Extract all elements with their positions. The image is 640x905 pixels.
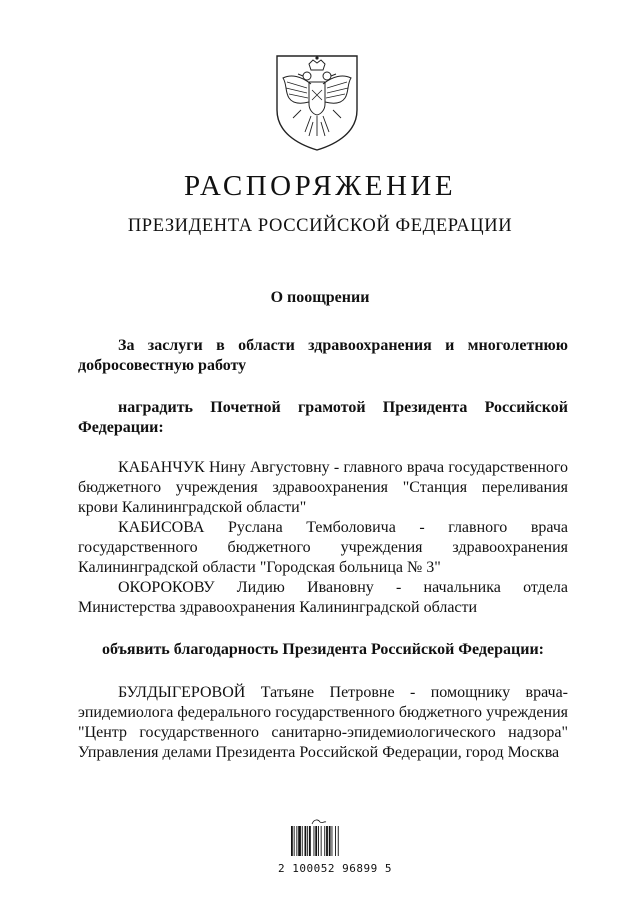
awardee-item: КАБАНЧУК Нину Августовну - главного врача государственного бюджетного учреждения здравоохранения "Станция переливания крови Калининградской области" — [78, 459, 568, 516]
russian-coat-of-arms-icon — [271, 52, 363, 152]
barcode-number: 2 100052 96899 5 — [278, 862, 392, 875]
awardee-item: БУЛДЫГЕРОВОЙ Татьяне Петровне - помощнику врача-эпидемиолога федерального государственного бюджетного учреждения "Центр государственного санитарно-эпидемиологического надзора" Управления делами Президента Российской Федерации, город Москва — [78, 684, 568, 761]
document-title: РАСПОРЯЖЕНИЕ — [183, 170, 457, 202]
section-heading-award: наградить Почетной грамотой Президента Российской Федерации: — [78, 399, 568, 436]
section-heading-gratitude: объявить благодарность Президента Российской Федерации: — [102, 641, 544, 658]
preamble: За заслуги в области здравоохранения и многолетнюю добросовестную работу — [78, 337, 568, 374]
document-subject: О поощрении — [270, 289, 370, 306]
document-subtitle: ПРЕЗИДЕНТА РОССИЙСКОЙ ФЕДЕРАЦИИ — [127, 216, 513, 236]
awardee-item: КАБИСОВА Руслана Темболовича - главного врача государственного бюджетного учреждения здравоохранения Калининградской области "Городская больница № 3" — [78, 519, 568, 576]
barcode-icon — [290, 818, 360, 858]
awardee-item: ОКОРОКОВУ Лидию Ивановну - начальника отдела Министерства здравоохранения Калининградской области — [78, 579, 568, 616]
